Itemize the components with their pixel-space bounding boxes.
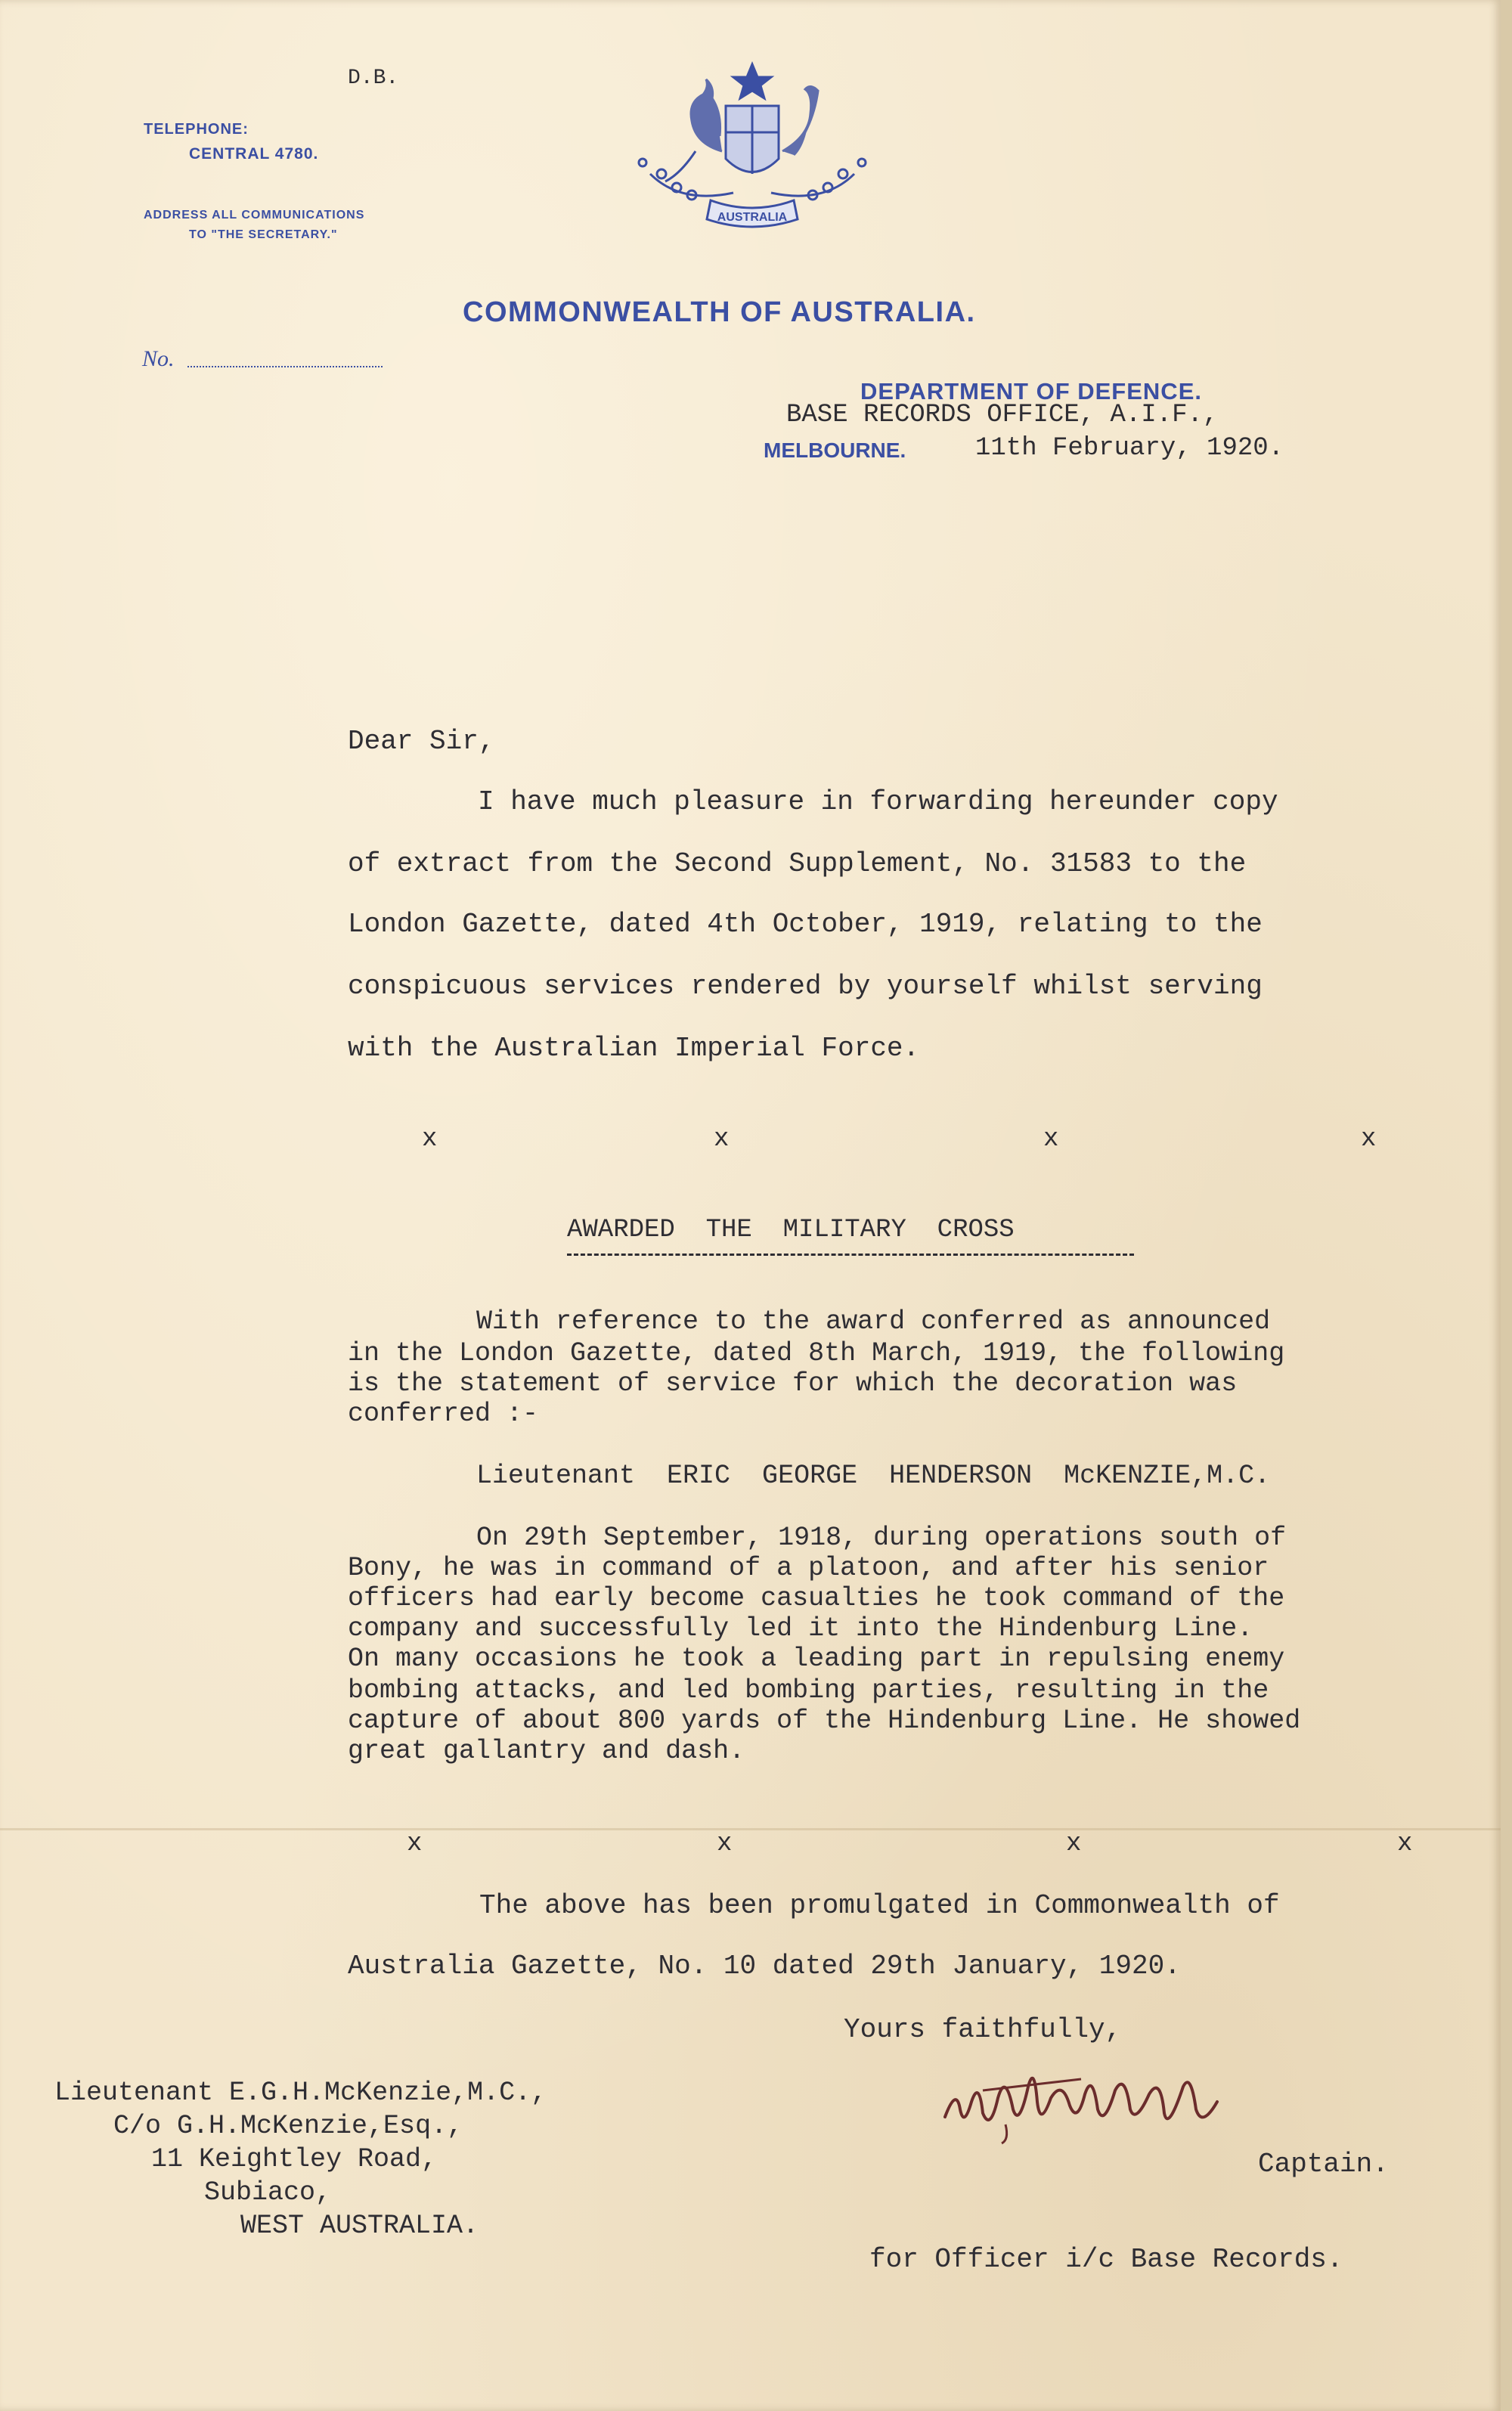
letter-date: 11th February, 1920. xyxy=(975,434,1284,463)
citation-body-line: bombing attacks, and led bombing parties, resulting in the xyxy=(348,1675,1269,1706)
separator-x: x xyxy=(714,1125,730,1154)
separator-x: x xyxy=(407,1830,423,1858)
recipient-name: Lieutenant ERIC GEORGE HENDERSON McKENZIE,M.C. xyxy=(476,1461,1271,1491)
separator-x: x xyxy=(1066,1830,1082,1858)
signature-image xyxy=(937,2056,1240,2147)
heading-underline xyxy=(567,1254,1134,1256)
citation-line: is the statement of service for which the decoration was xyxy=(348,1368,1238,1399)
citation-body-line: company and successfully led it into the Hindenburg Line. xyxy=(348,1613,1253,1644)
addressee-line: 11 Keightley Road, xyxy=(151,2144,438,2174)
telephone-label: TELEPHONE: xyxy=(144,121,249,138)
body-line: with the Australian Imperial Force. xyxy=(348,1033,920,1064)
signatory-rank: Captain. xyxy=(1258,2149,1389,2180)
citation-body-line: On many occasions he took a leading part in repulsing enemy xyxy=(348,1644,1285,1674)
citation-body-line: capture of about 800 yards of the Hindenburg Line. He showed xyxy=(348,1706,1301,1736)
separator-x: x xyxy=(1361,1125,1377,1154)
address-instruction-line1: ADDRESS ALL COMMUNICATIONS xyxy=(144,209,365,222)
crest-scroll-text: AUSTRALIA xyxy=(717,211,788,224)
promulgation-line: The above has been promulgated in Commonwealth of xyxy=(479,1890,1280,1921)
reference-number-label: No. xyxy=(142,346,175,371)
citation-body-line: On 29th September, 1918, during operations south of xyxy=(476,1523,1287,1553)
separator-x: x xyxy=(1397,1830,1413,1858)
separator-x: x xyxy=(1043,1125,1059,1154)
citation-heading: AWARDED THE MILITARY CROSS xyxy=(567,1216,1015,1244)
addressee-line: Lieutenant E.G.H.McKenzie,M.C., xyxy=(54,2078,547,2108)
citation-line: With reference to the award conferred as announced xyxy=(476,1306,1271,1337)
department-name: DEPARTMENT OF DEFENCE. xyxy=(860,378,1202,404)
addressee-line: Subiaco, xyxy=(204,2177,332,2208)
paper-fold xyxy=(0,1828,1501,1830)
separator-x: x xyxy=(422,1125,438,1154)
letterhead-title: COMMONWEALTH OF AUSTRALIA. xyxy=(463,296,976,328)
citation-line: in the London Gazette, dated 8th March, 1919, the following xyxy=(348,1338,1285,1368)
separator-x: x xyxy=(717,1830,733,1858)
salutation: Dear Sir, xyxy=(348,726,495,757)
reference-number-line xyxy=(187,366,383,367)
telephone-number: CENTRAL 4780. xyxy=(189,145,319,163)
office-name: BASE RECORDS OFFICE, A.I.F., xyxy=(786,401,1219,429)
body-line: London Gazette, dated 4th October, 1919, relating to the xyxy=(348,909,1263,940)
city-name: MELBOURNE. xyxy=(764,439,906,462)
closing: Yours faithfully, xyxy=(844,2014,1122,2045)
citation-body-line: great gallantry and dash. xyxy=(348,1736,745,1766)
signatory-role: for Officer i/c Base Records. xyxy=(869,2244,1343,2275)
citation-body-line: Bony, he was in command of a platoon, and after his senior xyxy=(348,1553,1269,1583)
addressee-line: C/o G.H.McKenzie,Esq., xyxy=(113,2111,463,2141)
body-line: of extract from the Second Supplement, No. 31583 to the xyxy=(348,848,1247,879)
citation-body-line: officers had early become casualties he took command of the xyxy=(348,1583,1285,1613)
addressee-line: WEST AUSTRALIA. xyxy=(240,2211,479,2241)
citation-line: conferred :- xyxy=(348,1399,539,1429)
coat-of-arms-icon xyxy=(620,60,885,249)
promulgation-line: Australia Gazette, No. 10 dated 29th January, 1920. xyxy=(348,1951,1181,1982)
address-instruction-line2: TO "THE SECRETARY." xyxy=(189,228,338,241)
body-line: I have much pleasure in forwarding hereunder copy xyxy=(478,786,1278,817)
reference-code: D.B. xyxy=(348,67,399,90)
body-line: conspicuous services rendered by yourself whilst serving xyxy=(348,971,1263,1002)
